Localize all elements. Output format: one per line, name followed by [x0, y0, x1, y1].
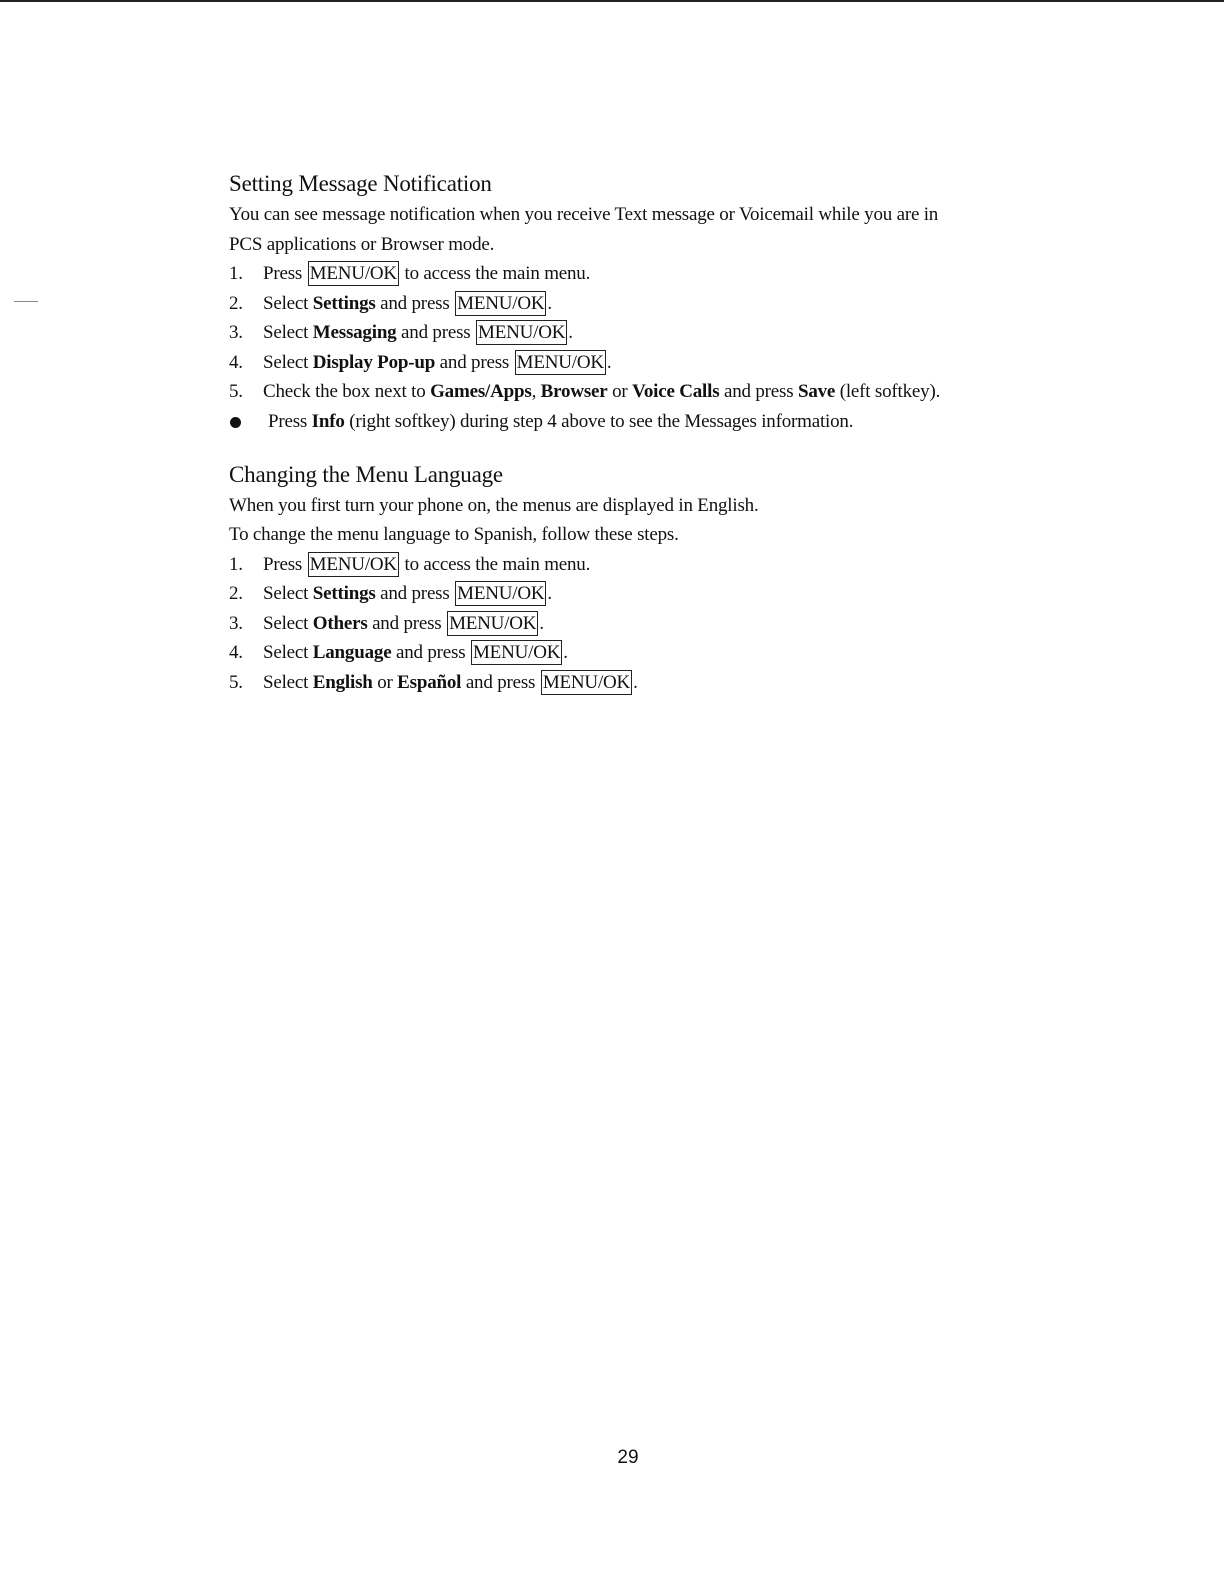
- option-english: English: [312, 671, 373, 693]
- step-text: .: [547, 583, 552, 605]
- menu-ok-key: MENU/OK: [478, 322, 566, 344]
- softkey-info: Info: [311, 410, 345, 432]
- section1-step-2: [229, 289, 1059, 319]
- step-text: Select: [263, 583, 313, 605]
- step-text: to access the main menu.: [399, 263, 591, 284]
- section1-note: [229, 407, 1059, 437]
- top-border-rule: [0, 0, 1224, 2]
- step-text: and press: [367, 612, 447, 634]
- bullet-icon: [230, 417, 241, 428]
- step-text: Check the box next to: [263, 381, 431, 403]
- menu-ok-key: MENU/OK: [449, 612, 537, 634]
- section1-intro-line2: PCS applications or Browser mode.: [229, 233, 495, 255]
- step-text: and press: [461, 671, 540, 693]
- softkey-save: Save: [797, 381, 836, 403]
- step-text: Select: [263, 612, 313, 634]
- step-text: ,: [531, 381, 541, 403]
- section1-intro-line1: You can see message notification when you receive Text message or Voicemail while you are in: [229, 204, 939, 225]
- option-voice-calls: Voice Calls: [632, 381, 720, 403]
- step-text: or: [372, 671, 398, 693]
- section-spacer: [229, 437, 1059, 459]
- step-text: Select: [263, 351, 313, 373]
- section2-intro-line1: When you first turn your phone on, the menus are displayed in English.: [229, 494, 759, 516]
- note-text: Press: [268, 410, 312, 432]
- section2-intro-line2: To change the menu language to Spanish, follow these steps.: [229, 524, 679, 546]
- step-text: and press: [391, 642, 470, 664]
- section1-step-1: [229, 259, 1059, 289]
- menu-ok-key: MENU/OK: [516, 351, 604, 373]
- section1-steps: [229, 259, 1059, 407]
- step-text: and press: [375, 583, 455, 605]
- step-text: to access the main menu.: [399, 553, 591, 575]
- menu-item-display-popup: Display Pop-up: [312, 351, 436, 373]
- step-text: and press: [375, 292, 455, 314]
- option-browser: Browser: [540, 381, 608, 403]
- page-number: 29: [617, 1447, 639, 1468]
- step-number: 2.: [229, 292, 243, 314]
- step-number: 1.: [229, 263, 243, 284]
- step-text: Select: [263, 671, 313, 693]
- menu-ok-key: MENU/OK: [457, 583, 545, 605]
- step-text: .: [563, 642, 568, 664]
- option-espanol: Español: [397, 671, 462, 693]
- section2-step-3: [229, 609, 1059, 639]
- step-text: Select: [263, 642, 313, 664]
- step-text: Press: [263, 553, 307, 575]
- menu-ok-key: MENU/OK: [309, 263, 397, 284]
- step-number: 5.: [229, 381, 243, 403]
- step-text: Press: [263, 263, 307, 284]
- section1-step-5: [229, 377, 1059, 407]
- step-text: and press: [719, 381, 798, 403]
- step-text: and press: [435, 351, 514, 373]
- section-title-menu-language: Changing the Menu Language: [229, 461, 503, 487]
- note-text: (right softkey) during step 4 above to see the Messages information.: [344, 410, 854, 432]
- step-text: .: [539, 612, 544, 634]
- step-number: 4.: [229, 642, 243, 664]
- step-text: .: [606, 351, 612, 373]
- section1-step-3: [229, 318, 1059, 348]
- menu-item-settings: Settings: [312, 292, 376, 314]
- step-text: and press: [396, 322, 476, 344]
- section2-step-4: [229, 638, 1059, 668]
- menu-item-messaging: Messaging: [312, 322, 397, 344]
- step-text: .: [633, 671, 638, 693]
- step-text: or: [607, 381, 633, 403]
- step-number: 3.: [229, 322, 243, 344]
- menu-item-settings: Settings: [312, 583, 376, 605]
- step-text: Select: [263, 292, 313, 314]
- menu-ok-key: MENU/OK: [542, 671, 631, 693]
- step-number: 4.: [229, 351, 243, 373]
- section1-step-4: [229, 348, 1059, 378]
- menu-ok-key: MENU/OK: [309, 553, 397, 575]
- menu-ok-key: MENU/OK: [457, 292, 545, 314]
- step-number: 3.: [229, 612, 243, 634]
- section2-step-1: [229, 550, 1059, 580]
- step-text: .: [568, 322, 573, 344]
- section2-step-2: [229, 579, 1059, 609]
- step-number: 5.: [229, 671, 243, 693]
- page-content: [229, 168, 1059, 698]
- margin-mark: [14, 301, 38, 302]
- step-number: 2.: [229, 583, 243, 605]
- option-games-apps: Games/Apps: [430, 381, 532, 403]
- section-title-message-notification: Setting Message Notification: [229, 171, 492, 196]
- menu-item-language: Language: [312, 642, 392, 664]
- section2-step-5: [229, 668, 1059, 698]
- step-text: .: [547, 292, 552, 314]
- step-text: Select: [263, 322, 313, 344]
- step-text: (left softkey).: [835, 381, 941, 403]
- section2-steps: [229, 550, 1059, 698]
- menu-item-others: Others: [312, 612, 368, 634]
- step-number: 1.: [229, 553, 243, 575]
- menu-ok-key: MENU/OK: [472, 642, 561, 664]
